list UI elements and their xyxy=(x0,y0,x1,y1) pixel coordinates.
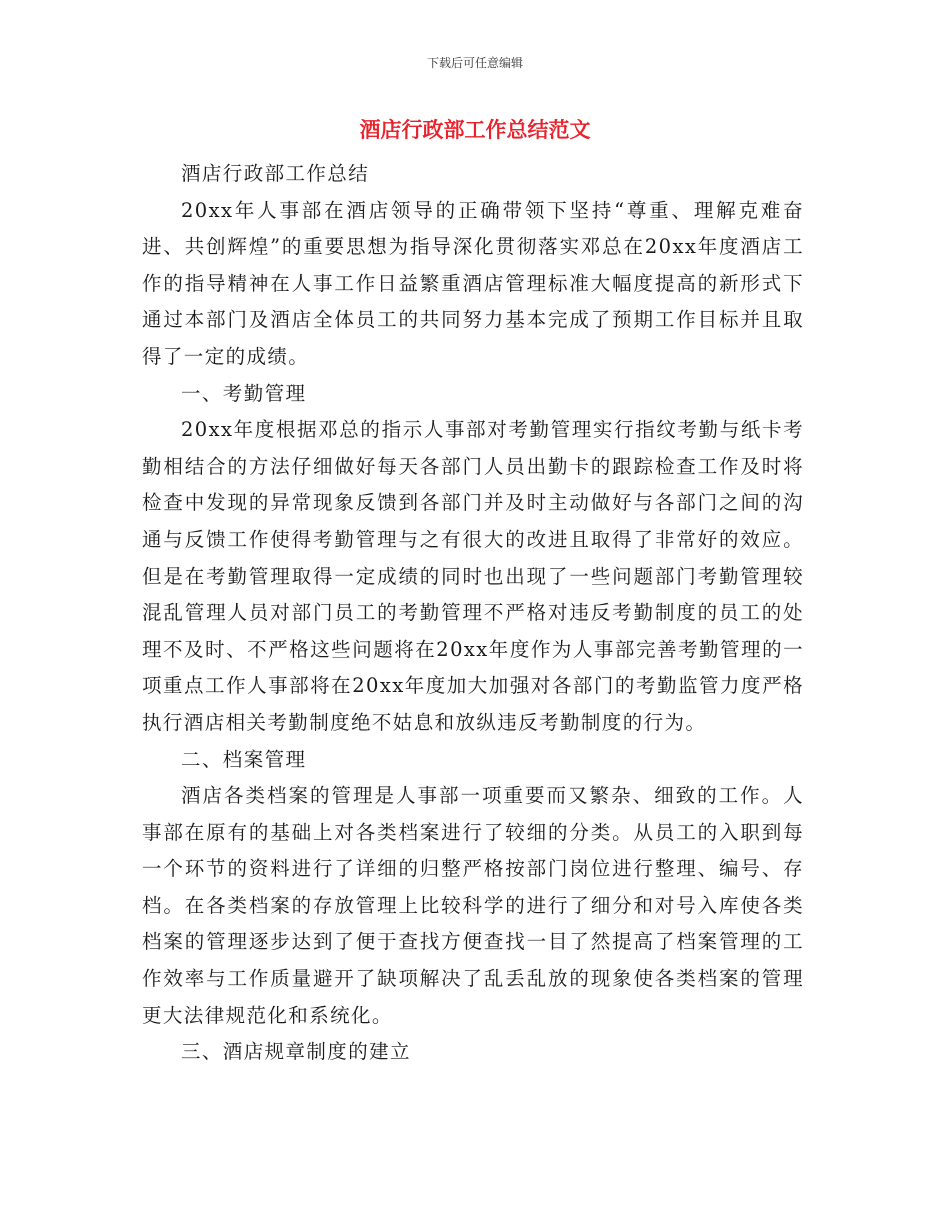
paragraph-archives: 酒店各类档案的管理是人事部一项重要而又繁杂、细致的工作。人事部在原有的基础上对各类档案进行了较细的分类。从员工的入职到每一个环节的资料进行了详细的归整严格按部门岗位进行整理、编号、存档。在各类档案的存放管理上比较科学的进行了细分和对号入库使各类档案的管理逐步达到了便于查找方便查找一目了然提高了档案管理的工作效率与工作质量避开了缺项解决了乱丢乱放的现象使各类档案的管理更大法律规范化和系统化。 xyxy=(142,784,804,1027)
document-title: 酒店行政部工作总结范文 xyxy=(359,117,591,142)
paragraph-attendance: 20xx年度根据邓总的指示人事部对考勤管理实行指纹考勤与纸卡考勤相结合的方法仔细做好每天各部门人员出勤卡的跟踪检查工作及时将检查中发现的异常现象反馈到各部门并及时主动做好与各部门之间的沟通与反馈工作使得考勤管理与之有很大的改进且取得了非常好的效应。但是在考勤管理取得一定成绩的同时也出现了一些问题部门考勤管理较混乱管理人员对部门员工的考勤管理不严格对违反考勤制度的员工的处理不及时、不严格这些问题将在20xx年度作为人事部完善考勤管理的一项重点工作人事部将在20xx年度加大加强对各部门的考勤监管力度严格执行酒店相关考勤制度绝不姑息和放纵违反考勤制度的行为。 xyxy=(142,418,804,734)
section-heading-attendance: 一、考勤管理 xyxy=(181,381,307,405)
header-note: 下载后可任意编辑 xyxy=(426,56,523,70)
document-body xyxy=(142,156,804,1071)
section-heading-archives: 二、档案管理 xyxy=(181,747,307,771)
section-heading-regulations: 三、酒店规章制度的建立 xyxy=(181,1040,411,1064)
paragraph-subtitle: 酒店行政部工作总结 xyxy=(181,162,370,185)
paragraph-intro: 20xx年人事部在酒店领导的正确带领下坚持“尊重、理解克难奋进、共创辉煌”的重要思想为指导深化贯彻落实邓总在20xx年度酒店工作的指导精神在人事工作日益繁重酒店管理标准大幅度提高的新形式下通过本部门及酒店全体员工的共同努力基本完成了预期工作目标并且取得了一定的成绩。 xyxy=(142,198,804,368)
